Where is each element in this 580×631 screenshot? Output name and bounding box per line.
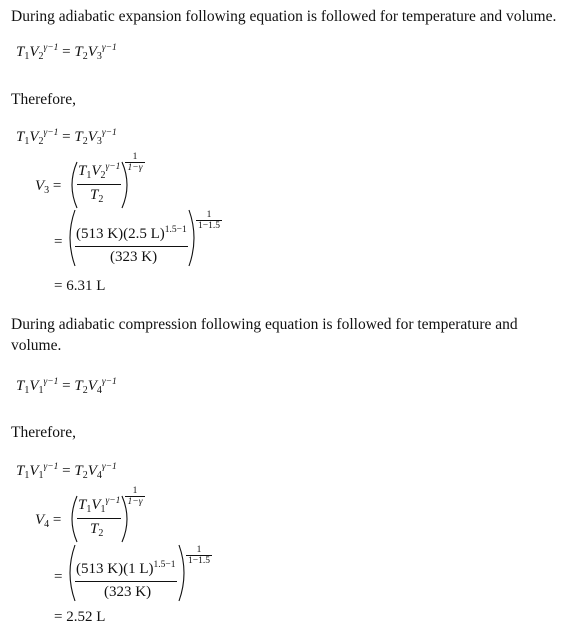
v3-symbol: $V_3$ = [35, 178, 62, 196]
compression-sub-numerator: (513 K)(1 L)$^{1.5-1}$ [76, 560, 176, 577]
compression-therefore-text: Therefore, [11, 424, 76, 441]
expansion-sub-denominator: (323 K) [110, 249, 158, 265]
v3-result: = 6.31 L [54, 278, 106, 294]
compression-equation-1: $T_1V_1^{\gamma-1} = T_2V_4^{\gamma-1}$ [16, 377, 117, 396]
v4-fraction-numerator: $T_1V_1^{\gamma-1}$ [78, 496, 121, 515]
v3-fraction-bar [77, 184, 121, 185]
v4-fraction-denominator: $T_2$ [90, 521, 104, 539]
expansion-sub-numerator: (513 K)(2.5 L)$^{1.5-1}$ [76, 225, 187, 242]
expansion-outer-exponent: 1 1−1.5 [196, 210, 222, 231]
expansion-therefore-text: Therefore, [11, 91, 76, 108]
expansion-equation-1: $T_1V_2^{\gamma-1} = T_2V_3^{\gamma-1}$ [16, 43, 117, 62]
compression-substitution-equals: = [54, 569, 63, 585]
v4-outer-exponent: 1 1−γ [125, 486, 145, 507]
compression-sub-fraction-bar [75, 581, 177, 582]
expansion-equation-2: $T_1V_2^{\gamma-1} = T_2V_3^{\gamma-1}$ [16, 128, 117, 147]
expansion-sub-fraction-bar [75, 246, 188, 247]
v3-outer-exponent: 1 1−γ [125, 152, 145, 173]
compression-sub-denominator: (323 K) [104, 584, 152, 600]
compression-outer-exponent: 1 1−1.5 [186, 545, 212, 566]
v3-fraction-numerator: $T_1V_2^{\gamma-1}$ [78, 162, 121, 181]
v4-result: = 2.52 L [54, 609, 106, 625]
compression-intro-text: During adiabatic compression following equation is followed for temperature and volume. [11, 316, 518, 354]
expansion-intro-text: During adiabatic expansion following equation is followed for temperature and volume. [11, 8, 557, 25]
v4-symbol: $V_4$ = [35, 512, 62, 530]
v3-fraction-denominator: $T_2$ [90, 187, 104, 205]
expansion-substitution-equals: = [54, 234, 63, 250]
v4-fraction-bar [77, 518, 121, 519]
compression-equation-2: $T_1V_1^{\gamma-1} = T_2V_4^{\gamma-1}$ [16, 462, 117, 481]
